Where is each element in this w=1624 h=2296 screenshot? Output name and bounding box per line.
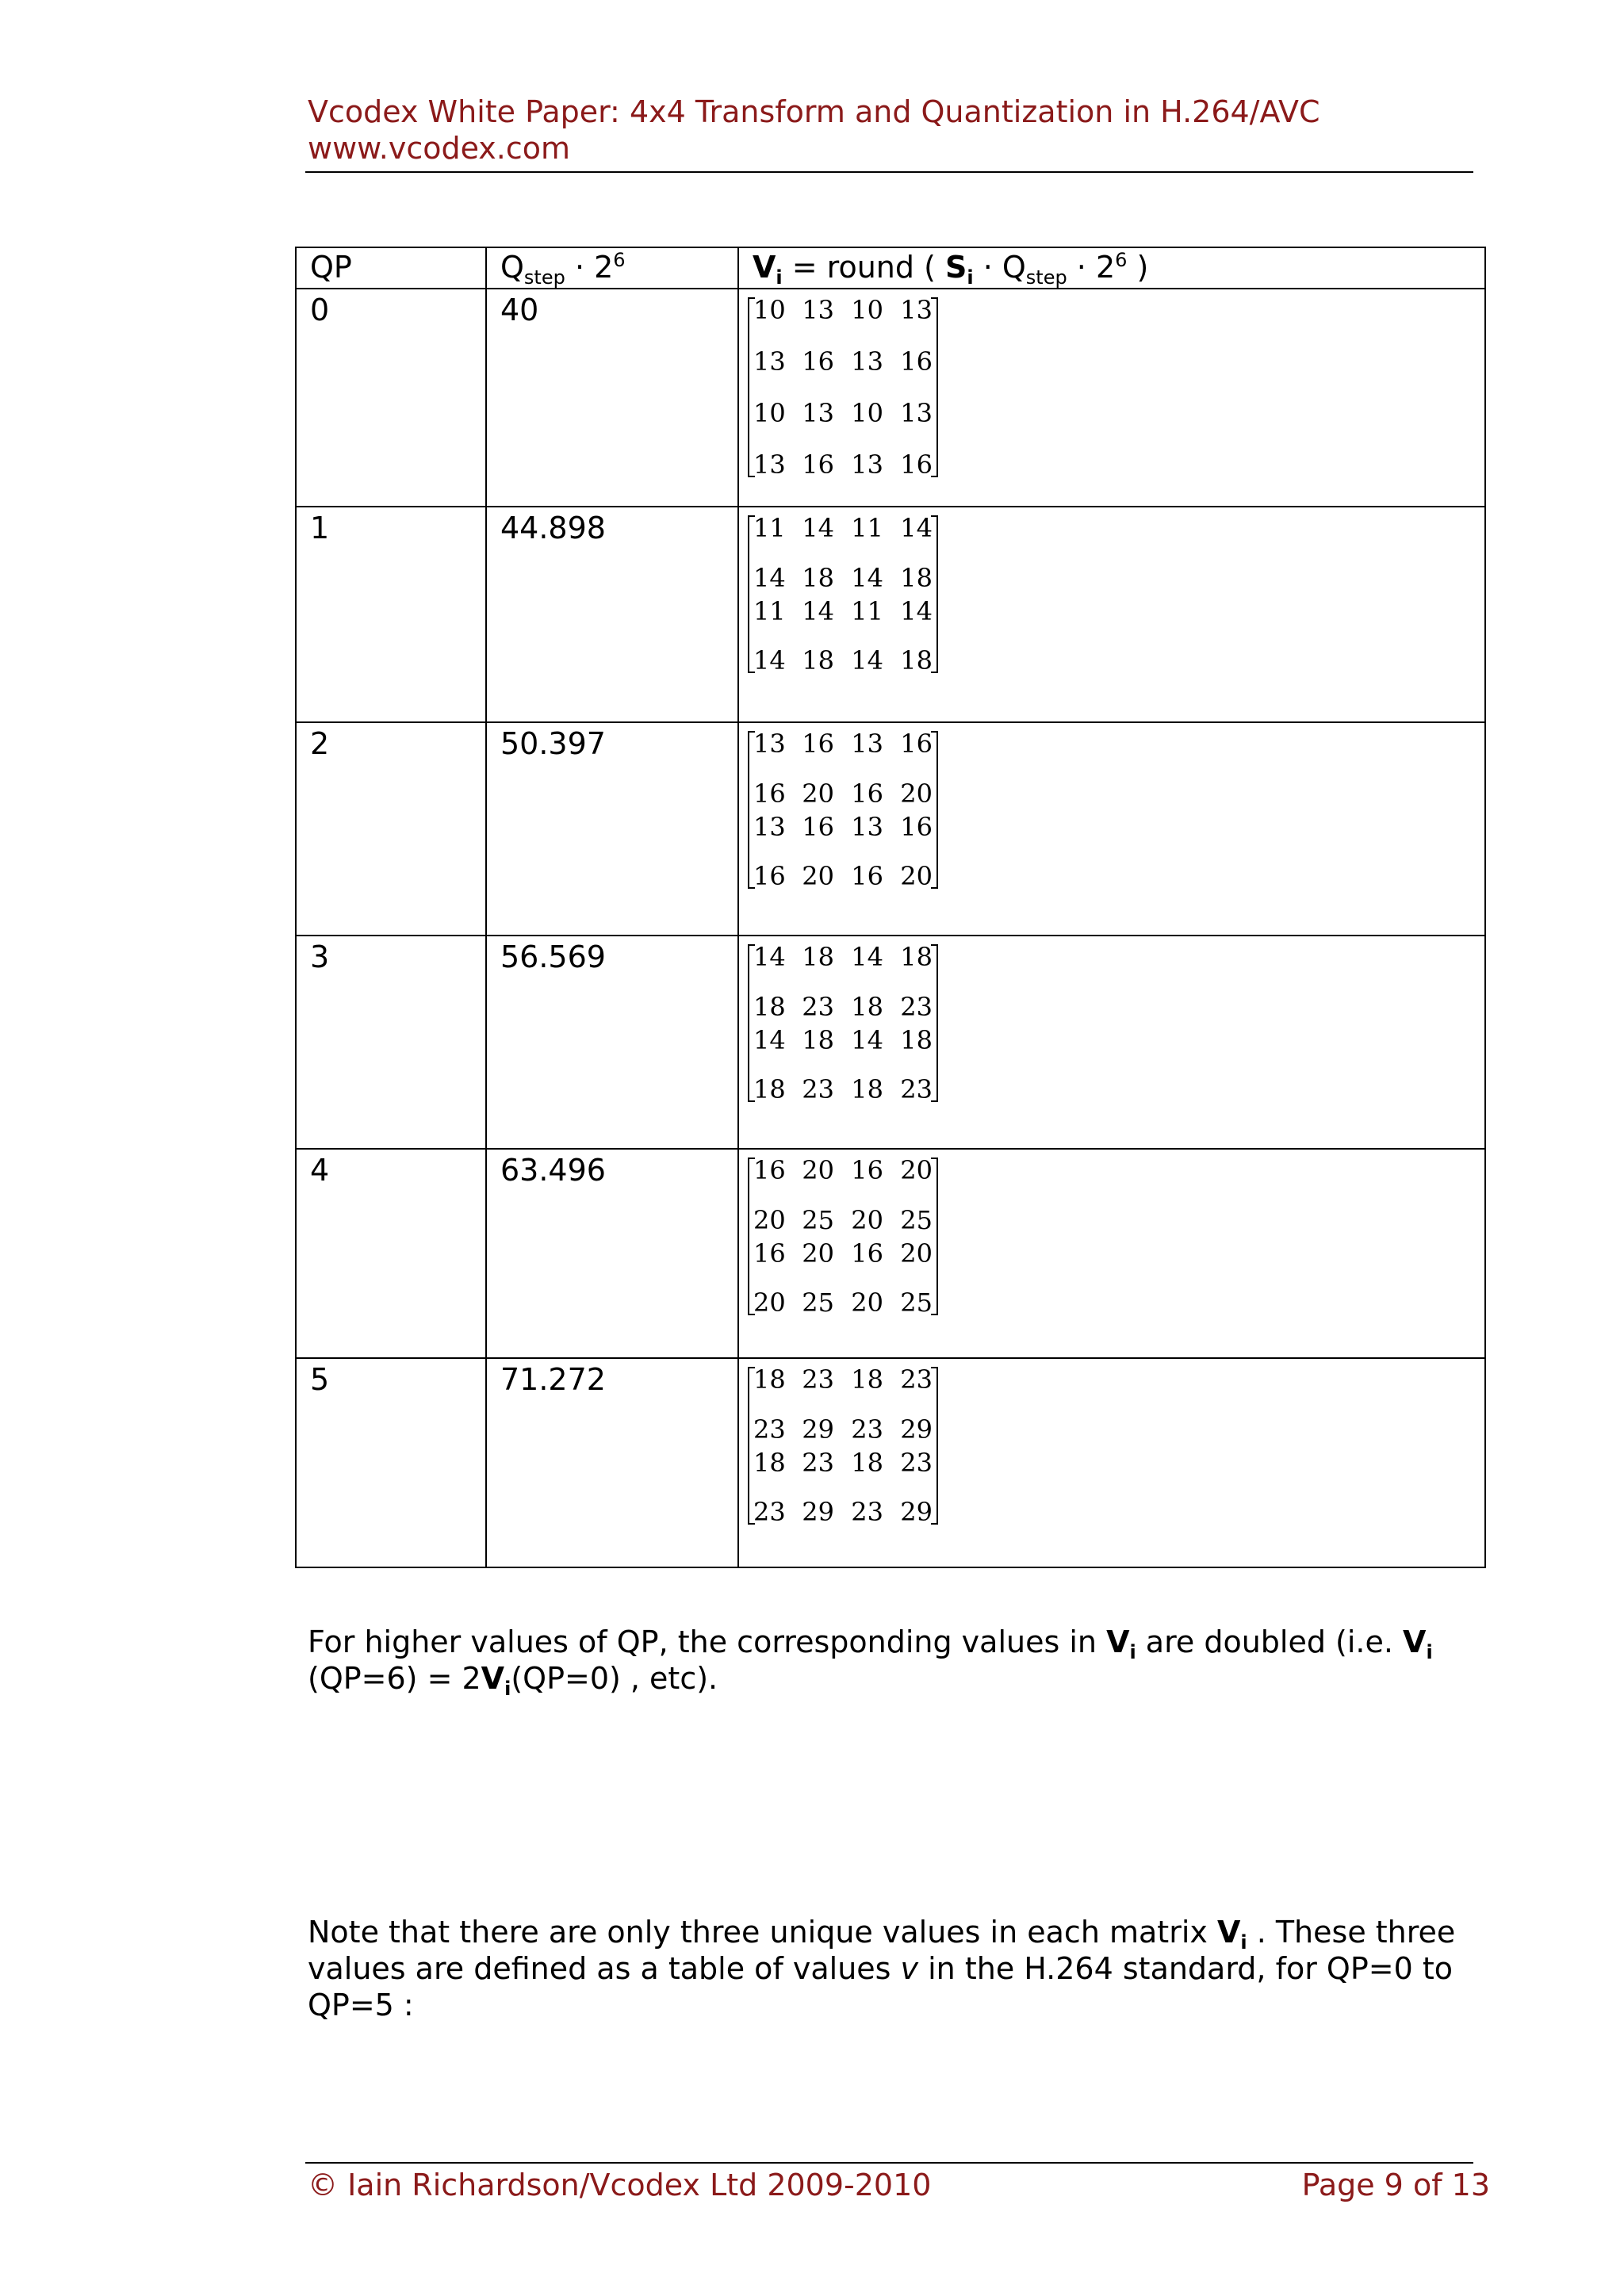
table-row (296, 289, 1485, 507)
matrix-value: 13 (802, 398, 834, 428)
matrix-value: 13 (900, 295, 933, 325)
matrix-value: 18 (753, 1364, 786, 1395)
matrix-value: 23 (802, 1074, 834, 1104)
matrix-value: 23 (900, 1364, 933, 1395)
matrix-value: 29 (802, 1414, 834, 1445)
matrix-cell (738, 1358, 1485, 1567)
matrix-value: 18 (851, 1074, 883, 1104)
matrix-value: 18 (900, 645, 933, 675)
matrix-value: 11 (851, 596, 883, 626)
footer-copyright: © Iain Richardson/Vcodex Ltd 2009-2010 (308, 2168, 932, 2202)
matrix-value: 14 (753, 645, 786, 675)
matrix-value: 18 (851, 1364, 883, 1395)
qstep-cell: 50.397 (486, 722, 738, 936)
qstep-cell: 56.569 (486, 936, 738, 1149)
matrix-cell (738, 289, 1485, 507)
matrix-value: 20 (802, 861, 834, 891)
matrix-value: 20 (753, 1205, 786, 1235)
matrix-value: 10 (851, 398, 883, 428)
matrix-value: 13 (851, 450, 883, 480)
matrix-row (753, 778, 933, 809)
table-row (296, 507, 1485, 722)
matrix-row (753, 1447, 933, 1479)
matrix-value: 20 (753, 1288, 786, 1318)
matrix-row (753, 811, 933, 843)
matrix-value: 29 (802, 1497, 834, 1527)
matrix-value: 18 (900, 1025, 933, 1055)
matrix-row (753, 1204, 933, 1236)
matrix-row (753, 562, 933, 594)
page-header (308, 94, 1320, 166)
matrix-row (753, 991, 933, 1023)
matrix-value: 23 (753, 1414, 786, 1445)
matrix-value: 11 (851, 513, 883, 543)
matrix-value: 13 (753, 450, 786, 480)
matrix-value: 14 (753, 1025, 786, 1055)
matrix-row (753, 1024, 933, 1056)
matrix-cell (738, 722, 1485, 936)
matrix-row (753, 1238, 933, 1269)
matrix-row (753, 1496, 933, 1528)
matrix-value: 20 (851, 1288, 883, 1318)
matrix-value: 13 (753, 346, 786, 377)
matrix-value: 16 (753, 779, 786, 809)
vi-matrix (748, 728, 938, 892)
matrix-value: 13 (753, 812, 786, 842)
qp-cell: 0 (296, 289, 486, 507)
matrix-value: 13 (753, 729, 786, 759)
matrix-value: 16 (900, 812, 933, 842)
matrix-value: 25 (900, 1288, 933, 1318)
matrix-value: 25 (900, 1205, 933, 1235)
qstep-cell: 63.496 (486, 1149, 738, 1358)
matrix-value: 20 (900, 779, 933, 809)
matrix-value: 20 (802, 1155, 834, 1185)
header-url: www.vcodex.com (308, 131, 571, 166)
matrix-value: 18 (753, 1448, 786, 1478)
matrix-row (753, 449, 933, 480)
matrix-value: 20 (802, 1238, 834, 1269)
matrix-row (753, 346, 933, 377)
matrix-value: 18 (753, 992, 786, 1022)
matrix-value: 23 (753, 1497, 786, 1527)
matrix-value: 20 (900, 1155, 933, 1185)
qp-cell: 2 (296, 722, 486, 936)
matrix-value: 18 (802, 645, 834, 675)
matrix-value: 18 (802, 563, 834, 593)
matrix-row (753, 728, 933, 760)
matrix-row (753, 1414, 933, 1445)
matrix-value: 20 (802, 779, 834, 809)
matrix-value: 16 (900, 346, 933, 377)
matrix-value: 18 (802, 942, 834, 972)
qp-cell: 3 (296, 936, 486, 1149)
paragraph-unique-values: Note that there are only three unique values in each matrix $V_i$ . These three values are defined as a table of values v in the H.264 standard, for QP=0 to QP=5 : (308, 1915, 1456, 2022)
matrix-row (753, 1154, 933, 1186)
matrix-row (753, 645, 933, 676)
matrix-value: 16 (802, 729, 834, 759)
matrix-value: 11 (753, 513, 786, 543)
matrix-value: 20 (900, 861, 933, 891)
matrix-value: 16 (802, 812, 834, 842)
matrix-value: 14 (851, 1025, 883, 1055)
matrix-value: 18 (900, 563, 933, 593)
matrix-value: 25 (802, 1288, 834, 1318)
matrix-row (753, 294, 933, 326)
matrix-value: 14 (851, 942, 883, 972)
matrix-value: 23 (851, 1414, 883, 1445)
header-divider (305, 171, 1473, 173)
qstep-cell: 71.272 (486, 1358, 738, 1567)
matrix-cell (738, 507, 1485, 722)
matrix-value: 20 (900, 1238, 933, 1269)
matrix-value: 18 (851, 1448, 883, 1478)
matrix-row (753, 1287, 933, 1318)
matrix-value: 18 (753, 1074, 786, 1104)
matrix-value: 29 (900, 1414, 933, 1445)
matrix-value: 14 (900, 513, 933, 543)
matrix-row (753, 941, 933, 973)
table-row (296, 722, 1485, 936)
matrix-value: 16 (900, 450, 933, 480)
matrix-row (753, 512, 933, 544)
qp-cell: 1 (296, 507, 486, 722)
matrix-value: 23 (802, 992, 834, 1022)
matrix-value: 14 (851, 563, 883, 593)
matrix-value: 16 (851, 1238, 883, 1269)
matrix-value: 23 (900, 1448, 933, 1478)
matrix-row (753, 595, 933, 627)
vi-matrix (748, 294, 938, 480)
matrix-value: 14 (851, 645, 883, 675)
matrix-value: 16 (851, 1155, 883, 1185)
matrix-value: 14 (802, 513, 834, 543)
matrix-value: 16 (753, 1238, 786, 1269)
header-title: Vcodex White Paper: 4x4 Transform and Quantization in H.264/AVC (308, 94, 1320, 129)
matrix-value: 13 (851, 812, 883, 842)
matrix-value: 18 (851, 992, 883, 1022)
matrix-value: 25 (802, 1205, 834, 1235)
matrix-row (753, 1364, 933, 1395)
table-row (296, 1149, 1485, 1358)
matrix-value: 14 (753, 942, 786, 972)
qp-cell: 4 (296, 1149, 486, 1358)
matrix-row (753, 1073, 933, 1105)
qp-cell: 5 (296, 1358, 486, 1567)
matrix-value: 14 (900, 596, 933, 626)
matrix-value: 16 (802, 450, 834, 480)
matrix-row (753, 860, 933, 892)
paragraph-doubling: For higher values of QP, the corresponding values in $V_i$ are doubled (i.e. $V_i$ $(QP=6) = 2V_i(QP=0)$ , etc). (308, 1624, 1433, 1700)
vi-matrix (748, 1364, 938, 1528)
table-row (296, 1358, 1485, 1567)
matrix-value: 16 (753, 861, 786, 891)
matrix-value: 13 (900, 398, 933, 428)
vi-matrix (748, 512, 938, 676)
matrix-value: 20 (851, 1205, 883, 1235)
matrix-value: 16 (851, 861, 883, 891)
matrix-value: 18 (802, 1025, 834, 1055)
matrix-value: 10 (753, 295, 786, 325)
footer-page-number: Page 9 of 13 (1301, 2168, 1490, 2202)
matrix-value: 23 (900, 1074, 933, 1104)
matrix-cell (738, 936, 1485, 1149)
footer-divider (305, 2162, 1473, 2164)
vi-matrix (748, 941, 938, 1105)
matrix-value: 23 (900, 992, 933, 1022)
matrix-row (753, 397, 933, 429)
matrix-cell (738, 1149, 1485, 1358)
matrix-value: 13 (802, 295, 834, 325)
matrix-value: 14 (802, 596, 834, 626)
header-vi-formula: $V_i$ = round ( $S_i \cdot Q_{step} \cdot 2^6$ ) (738, 247, 1485, 289)
quantization-table (295, 247, 1486, 1568)
vi-matrix (748, 1154, 938, 1318)
qstep-cell: 44.898 (486, 507, 738, 722)
header-qstep: $Q_{step} \cdot 2^6$ (486, 247, 738, 289)
header-qp: QP (296, 247, 486, 289)
matrix-value: 13 (851, 729, 883, 759)
matrix-value: 29 (900, 1497, 933, 1527)
matrix-value: 11 (753, 596, 786, 626)
table-row (296, 936, 1485, 1149)
table-header-row (296, 247, 1485, 289)
matrix-value: 13 (851, 346, 883, 377)
matrix-value: 14 (753, 563, 786, 593)
matrix-value: 16 (802, 346, 834, 377)
matrix-value: 16 (900, 729, 933, 759)
matrix-value: 23 (802, 1364, 834, 1395)
matrix-value: 10 (753, 398, 786, 428)
matrix-value: 18 (900, 942, 933, 972)
matrix-value: 16 (851, 779, 883, 809)
matrix-value: 16 (753, 1155, 786, 1185)
qstep-cell: 40 (486, 289, 738, 507)
matrix-value: 23 (802, 1448, 834, 1478)
matrix-value: 10 (851, 295, 883, 325)
matrix-value: 23 (851, 1497, 883, 1527)
